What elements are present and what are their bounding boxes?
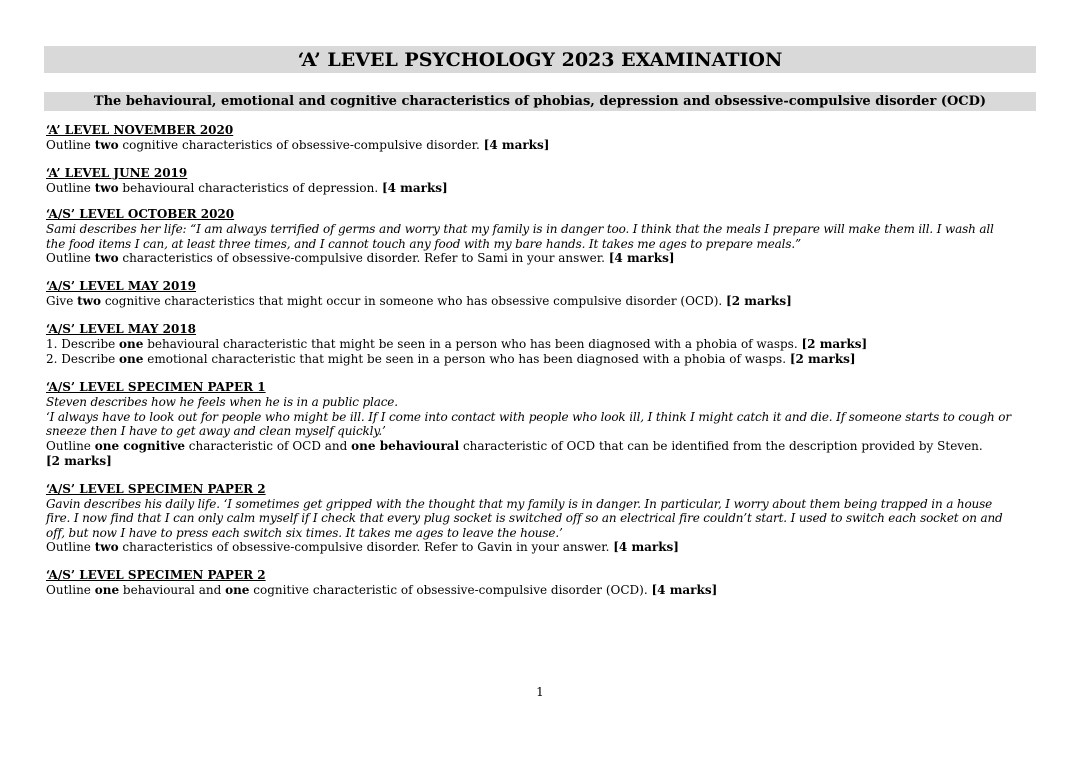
questions-content [46,123,1036,611]
question-section [46,279,1036,309]
section-heading: ‘A’ LEVEL JUNE 2019 [46,166,188,180]
question-text: Outline two cognitive characteristics of obsessive-compulsive disorder. [4 marks] [46,138,550,152]
topic-banner [44,92,1036,111]
question-text: Outline one behavioural and one cognitive characteristic of obsessive-compulsive disorder (OCD). [4 marks] [46,583,718,597]
marks-label: [4 marks] [483,138,550,152]
scenario-text: Gavin describes his daily life. ‘I sometimes get gripped with the thought that my family is in danger. In particular, I worry about them being trapped in a house [46,496,993,511]
marks-label: [4 marks] [381,181,448,195]
scenario-text: the food items I can, at least three times, and I cannot touch any food with my bare hands. It takes me ages to prepare meals.” [46,236,802,251]
marks-label: [2 marks] [726,294,792,308]
question-section [46,482,1036,556]
scenario-text: ‘I always have to look out for people who might be ill. If I come into contact with people who look ill, I think I might catch it and die. If someone starts to cough or [46,409,1011,424]
question-text: Give two cognitive characteristics that might occur in someone who has obsessive compulsive disorder (OCD). [2 marks] [46,294,792,308]
title-banner [44,46,1036,73]
question-section [46,322,1036,367]
marks-label: [4 marks] [608,251,675,265]
section-heading: ‘A/S’ LEVEL SPECIMEN PAPER 2 [46,481,266,496]
page-number: 1 [536,685,544,699]
marks-label: [4 marks] [613,540,679,554]
question-text: Outline two characteristics of obsessive-compulsive disorder. Refer to Gavin in your answer. [4 marks] [46,540,679,554]
section-heading: ‘A/S’ LEVEL MAY 2019 [46,279,197,293]
question-section [46,166,1036,196]
scenario-text: Sami describes her life: “I am always terrified of germs and worry that my family is in danger too. I think that the meals I prepare will make them ill. I wash all [46,222,994,236]
section-heading: ‘A/S’ LEVEL SPECIMEN PAPER 1 [46,380,266,394]
marks-label: [2 marks] [789,352,856,366]
marks-label: [2 marks] [46,453,112,468]
question-section [46,123,1036,153]
question-text: Outline two characteristics of obsessive-compulsive disorder. Refer to Sami in your answer. [4 marks] [46,251,675,265]
section-heading: ‘A’ LEVEL NOVEMBER 2020 [46,123,234,137]
question-text: Outline one cognitive characteristic of OCD and one behavioural characteristic of OCD that can be identified from the description provided by Steven. [46,438,983,453]
topic-heading: The behavioural, emotional and cognitive characteristics of phobias, depression and obsessive-compulsive disorder (OCD) [93,94,987,109]
scenario-text: sneeze then I have to get away and clean myself quickly.’ [46,424,386,438]
question-text: Outline two behavioural characteristics of depression. [4 marks] [46,181,448,195]
section-heading: ‘A/S’ LEVEL MAY 2018 [46,322,197,336]
question-section [46,380,1036,469]
question-text: 1. Describe one behavioural characteristic that might be seen in a person who has been diagnosed with a phobia of wasps. [2 marks] [46,337,868,351]
question-section [46,568,1036,598]
question-text: 2. Describe one emotional characteristic that might be seen in a person who has been diagnosed with a phobia of wasps. [2 marks] [46,352,856,366]
page-title: ‘A’ LEVEL PSYCHOLOGY 2023 EXAMINATION [297,48,783,71]
question-section [46,207,1036,266]
marks-label: [2 marks] [801,337,868,351]
scenario-text: fire. I now find that I can only calm myself if I check that every plug socket is switched off so an electrical fire couldn’t start. I used to switch each socket on and [46,511,1003,525]
scenario-text: off, but now I have to press each switch six times. It takes me ages to leave the house.’ [46,525,563,540]
marks-label: [4 marks] [651,583,718,597]
scenario-text: Steven describes how he feels when he is in a public place. [46,395,398,409]
section-heading: ‘A/S’ LEVEL SPECIMEN PAPER 2 [46,568,266,582]
section-heading: ‘A/S’ LEVEL OCTOBER 2020 [46,207,235,221]
